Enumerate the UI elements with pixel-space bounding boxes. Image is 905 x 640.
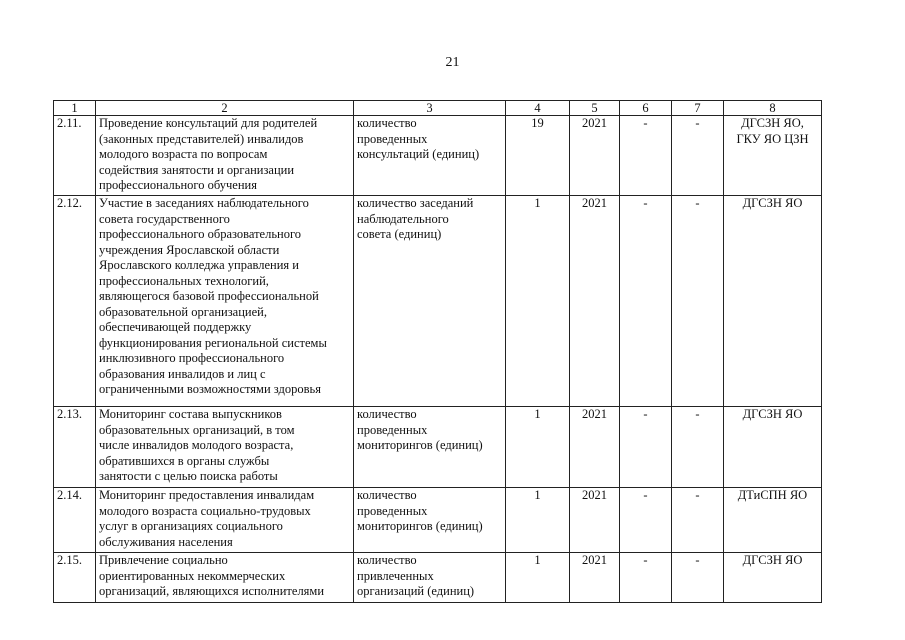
column-7-cell: -	[672, 116, 724, 196]
table-header-row	[54, 101, 822, 116]
indicator-cell: количество проведенных мониторингов (единиц)	[354, 407, 506, 488]
indicator-cell: количество привлеченных организаций (единиц)	[354, 553, 506, 603]
column-7-cell: -	[672, 196, 724, 407]
row-number: 2.12.	[54, 196, 96, 407]
row-number: 2.15.	[54, 553, 96, 603]
column-6-cell: -	[620, 196, 672, 407]
row-number: 2.13.	[54, 407, 96, 488]
year-cell: 2021	[570, 553, 620, 603]
executor-cell: ДТиСПН ЯО	[724, 488, 822, 553]
column-7-cell: -	[672, 488, 724, 553]
column-header: 8	[724, 101, 822, 116]
indicator-cell: количество заседаний наблюдательного совета (единиц)	[354, 196, 506, 407]
column-header: 6	[620, 101, 672, 116]
row-number: 2.14.	[54, 488, 96, 553]
column-6-cell: -	[620, 553, 672, 603]
executor-cell: ДГСЗН ЯО, ГКУ ЯО ЦЗН	[724, 116, 822, 196]
value-cell: 1	[506, 407, 570, 488]
column-7-cell: -	[672, 407, 724, 488]
activity-cell: Мониторинг состава выпускников образовательных организаций, в том числе инвалидов молодого возраста, обратившихся в органы службы занятости с целью поиска работы	[96, 407, 354, 488]
indicator-cell: количество проведенных консультаций (единиц)	[354, 116, 506, 196]
column-7-cell: -	[672, 553, 724, 603]
executor-cell: ДГСЗН ЯО	[724, 407, 822, 488]
page-number: 21	[445, 55, 460, 70]
activity-cell: Участие в заседаниях наблюдательного совета государственного профессионального образовательного учреждения Ярославской области Ярославского колледжа управления и профессиональных технологий, являющегося базовой профессиональной образовательной организацией, обеспечивающей поддержку функционирования региональной системы инклюзивного профессионального образования инвалидов и лиц с ограниченными возможностями здоровья	[96, 196, 354, 407]
value-cell: 19	[506, 116, 570, 196]
measures-table	[53, 100, 822, 603]
year-cell: 2021	[570, 116, 620, 196]
column-6-cell: -	[620, 488, 672, 553]
column-6-cell: -	[620, 407, 672, 488]
table-row	[54, 196, 822, 407]
column-header: 5	[570, 101, 620, 116]
year-cell: 2021	[570, 488, 620, 553]
column-header: 2	[96, 101, 354, 116]
activity-cell: Мониторинг предоставления инвалидам молодого возраста социально-трудовых услуг в организациях социального обслуживания населения	[96, 488, 354, 553]
table-row	[54, 116, 822, 196]
activity-cell: Привлечение социально ориентированных некоммерческих организаций, являющихся исполнителями	[96, 553, 354, 603]
executor-cell: ДГСЗН ЯО	[724, 196, 822, 407]
column-header: 1	[54, 101, 96, 116]
value-cell: 1	[506, 553, 570, 603]
indicator-cell: количество проведенных мониторингов (единиц)	[354, 488, 506, 553]
column-header: 4	[506, 101, 570, 116]
table-row	[54, 488, 822, 553]
value-cell: 1	[506, 196, 570, 407]
table-row	[54, 553, 822, 603]
row-number: 2.11.	[54, 116, 96, 196]
column-header: 3	[354, 101, 506, 116]
year-cell: 2021	[570, 196, 620, 407]
executor-cell: ДГСЗН ЯО	[724, 553, 822, 603]
table-row	[54, 407, 822, 488]
activity-cell: Проведение консультаций для родителей (законных представителей) инвалидов молодого возраста по вопросам содействия занятости и организации профессионального обучения	[96, 116, 354, 196]
value-cell: 1	[506, 488, 570, 553]
column-6-cell: -	[620, 116, 672, 196]
year-cell: 2021	[570, 407, 620, 488]
column-header: 7	[672, 101, 724, 116]
